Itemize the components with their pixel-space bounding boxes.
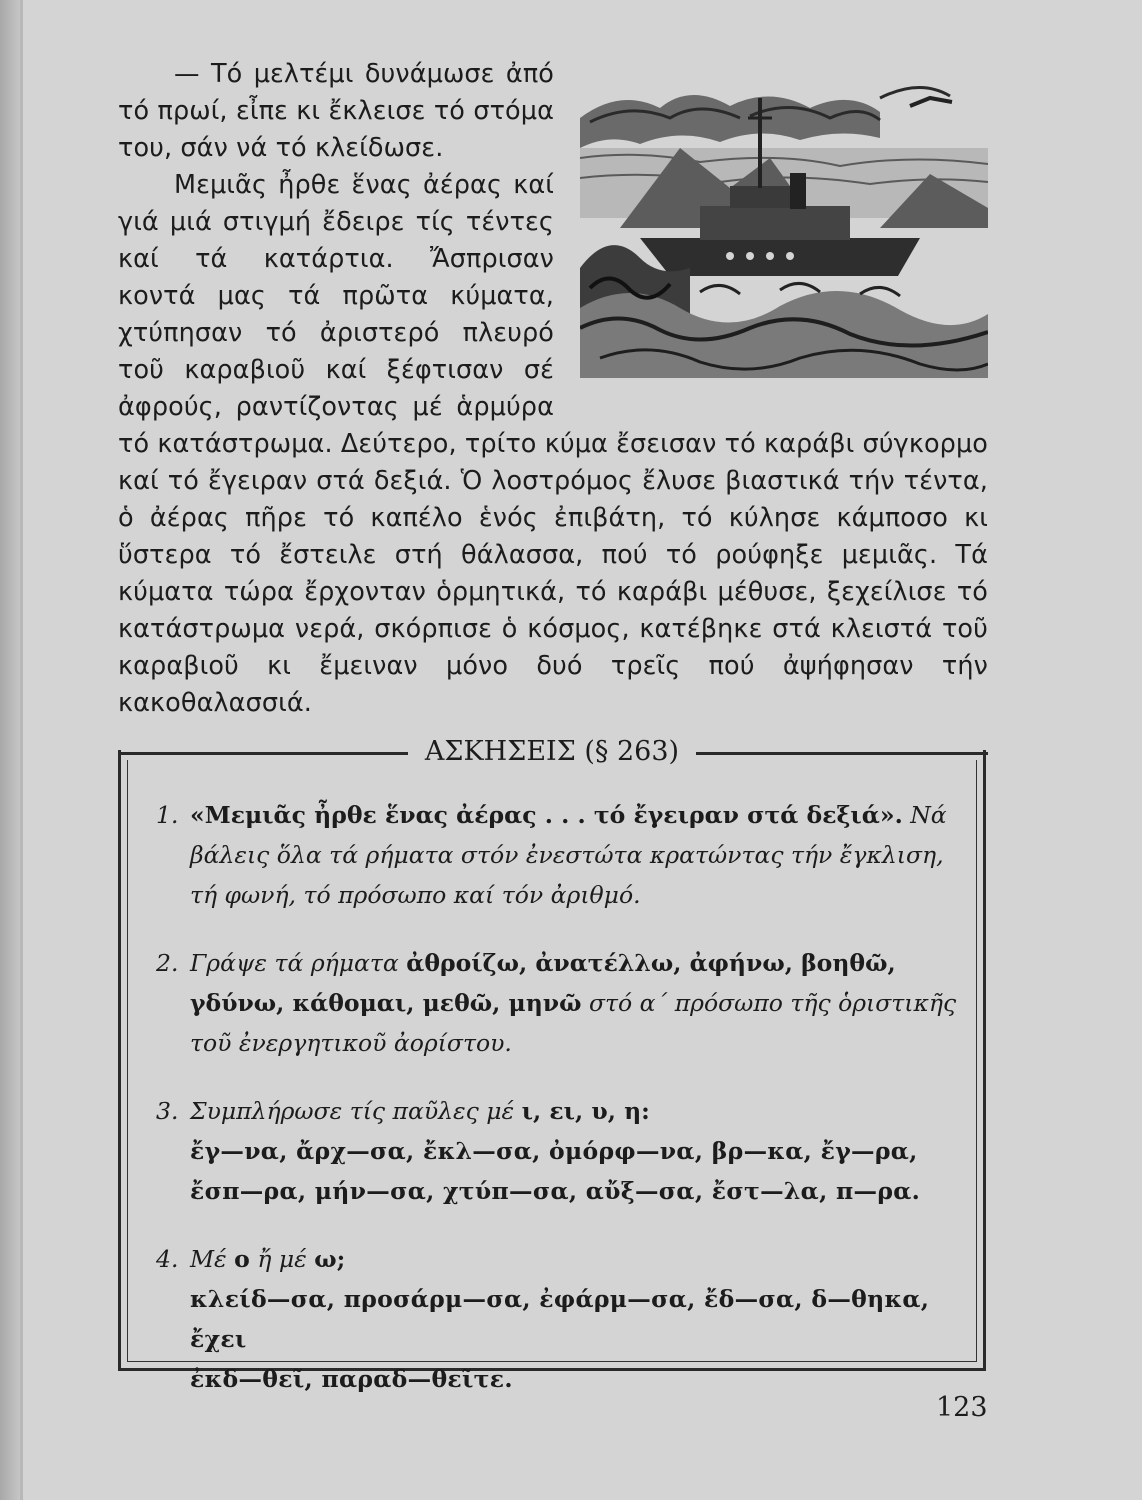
- exercise-mid: ἤ μέ: [257, 1245, 307, 1273]
- exercise-3: [148, 1091, 963, 1211]
- exercise-4: [148, 1239, 963, 1399]
- exercise-letter-w: ω;: [314, 1245, 346, 1273]
- exercise-words-line-1: κλείδ—σα, προσάρμ—σα, ἐφάρμ—σα, ἔδ—σα, δ—θηκα, ἔχει: [190, 1285, 930, 1353]
- page-number: 123: [936, 1392, 988, 1423]
- exercise-number: 2.: [156, 949, 179, 977]
- exercise-words-line-2: ἔσπ—ρα, μήν—σα, χτύπ—σα, αὔξ—σα, ἔστ—λα, π—ρα.: [190, 1177, 921, 1205]
- story-paragraph-1: — Τό μελτέμι δυνάμωσε ἀπό τό πρωί, εἶπε κι ἔκλεισε τό στόμα του, σάν νά τό κλείδωσε.: [118, 59, 554, 163]
- exercise-lead: Μέ: [190, 1245, 227, 1273]
- exercise-verbs: ἀθροίζω, ἀνατέλλω, ἀφήνω, βοηθῶ, γδύνω, κάθομαι, μεθῶ, μηνῶ: [190, 949, 896, 1017]
- exercise-number: 4.: [156, 1245, 179, 1273]
- header-rule-left: [118, 752, 408, 755]
- story-text: [118, 56, 988, 722]
- exercise-letter-o: ο: [234, 1245, 250, 1273]
- exercise-lead: Γράψε τά ρήματα: [190, 949, 399, 977]
- exercise-quote: «Μεμιᾶς ἦρθε ἕνας ἀέρας . . . τό ἔγειραν στά δεξιά».: [190, 801, 903, 829]
- exercise-2: [148, 943, 963, 1063]
- exercises-header: [118, 730, 988, 774]
- exercise-letters: ι, ει, υ, η:: [521, 1097, 650, 1125]
- exercise-number: 1.: [156, 801, 179, 829]
- ship-in-storm-drawing: [580, 78, 988, 396]
- exercise-1: [148, 795, 963, 915]
- exercises-title: ΑΣΚΗΣΕΙΣ (§ 263): [424, 736, 680, 767]
- exercises-list: [148, 795, 963, 1427]
- exercise-tail: στό α΄ πρόσωπο τῆς ὁριστικῆς τοῦ ἐνεργητικοῦ ἀορίστου.: [190, 989, 957, 1057]
- book-binding: [0, 0, 20, 1500]
- exercise-instruction: Νά βάλεις ὅλα τά ρήματα στόν ἐνεστώτα κρατώντας τήν ἔγκλιση, τή φωνή, τό πρόσωπο καί τόν ἀριθμό.: [190, 801, 947, 909]
- exercise-number: 3.: [156, 1097, 179, 1125]
- ship-illustration: [580, 78, 988, 396]
- story-paragraph-2: Μεμιᾶς ἦρθε ἕνας ἀέρας καί γιά μιά στιγμή ἔδειρε τίς τέντες καί τά κατάρτια. Ἄσπρισαν κοντά μας τά πρῶτα κύματα, χτύπησαν τό ἀριστερό πλευρό τοῦ καραβιοῦ καί ξέφτισαν σέ ἀφρούς, ραντίζοντας μέ ἁρμύρα τό κατάστρωμα. Δεύτερο, τρίτο κύμα ἔσεισαν τό καράβι σύγκορμο καί τό ἔγειραν στά δεξιά. Ὁ λοστρόμος ἔλυσε βιαστικά τήν τέντα, ὁ ἀέρας πῆρε τό καπέλο ἑνός ἐπιβάτη, τό κύλησε κάμποσο κι ὕστερα τό ἔστειλε στή θάλασσα, πού τό ρούφηξε μεμιᾶς. Τά κύματα τώρα ἔρχονταν ὁρμητικά, τό καράβι μέθυσε, ξεχείλισε τό κατάστρωμα νερά, σκόρπισε ὁ κόσμος, κατέβηκε στά κλειστά τοῦ καραβιοῦ κι ἔμειναν μόνο δυό τρεῖς πού ἀψήφησαν τήν κακοθαλασσιά.: [118, 170, 988, 718]
- exercise-words-line-1: ἔγ—να, ἄρχ—σα, ἔκλ—σα, ὀμόρφ—να, βρ—κα, ἔγ—ρα,: [190, 1137, 918, 1165]
- header-rule-right: [696, 752, 988, 755]
- exercise-words-line-2: ἐκδ—θεῖ, παραδ—θεῖτε.: [190, 1365, 513, 1393]
- exercise-lead: Συμπλήρωσε τίς παῦλες μέ: [190, 1097, 515, 1125]
